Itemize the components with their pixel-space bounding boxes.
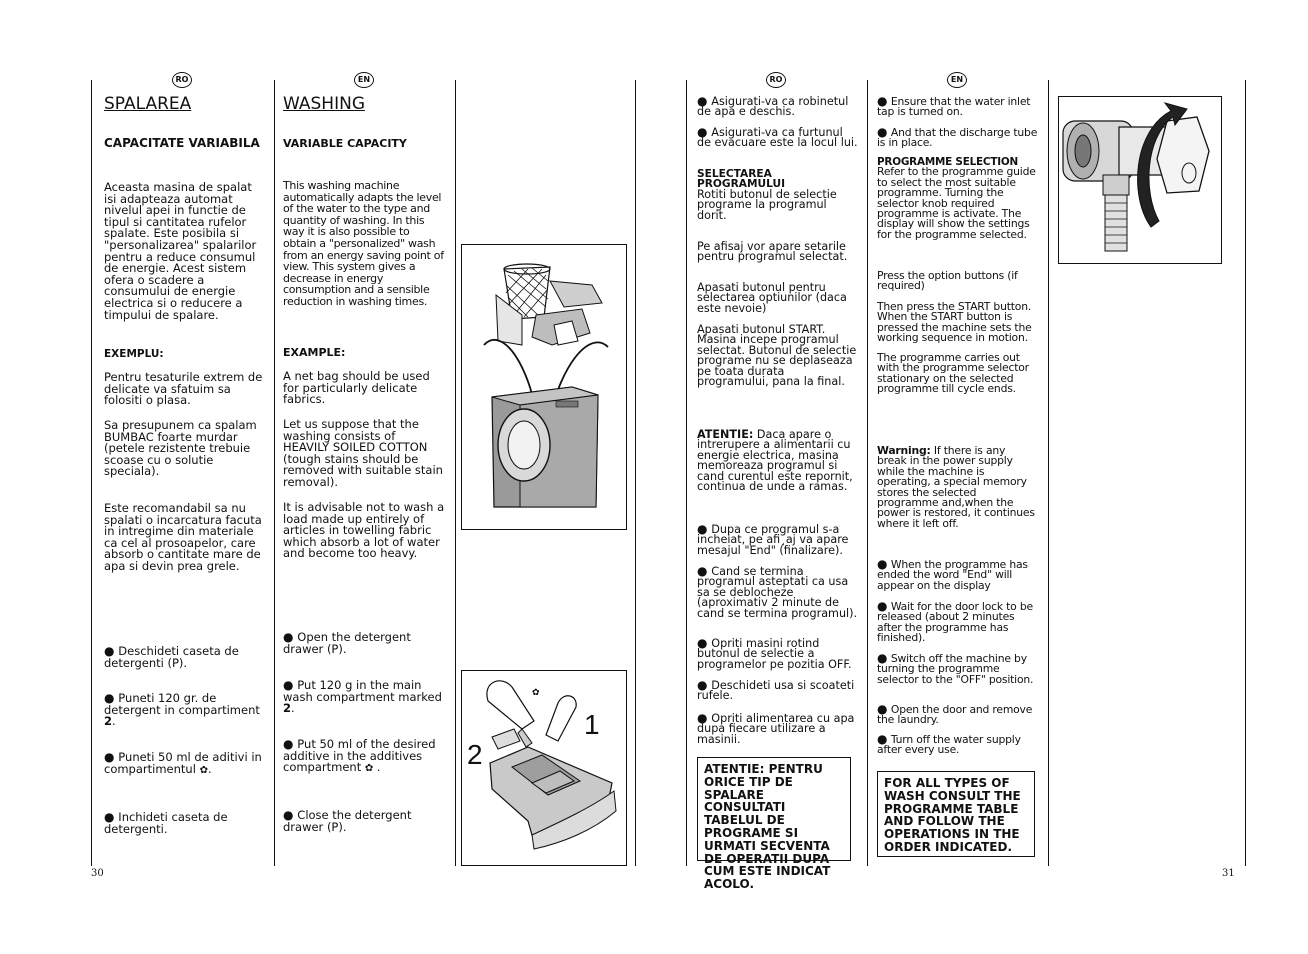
ro-flag-icon: RO (766, 72, 786, 88)
column-divider (635, 80, 636, 866)
step-1-en: ● Open the detergent drawer (P). (283, 630, 411, 656)
column-divider (867, 80, 868, 866)
step-2-en: ● Put 120 g in the main wash compartment marked 2. (283, 678, 442, 716)
intro-text-ro: Aceasta masina de spalat isi adapteaza automat nivelul apei in functie de tipul si cantitatea rufelor spalate. Este posibila si "personalizarea" spalarilor pentru a reduce consumul de energie. Acest sistem ofera o scadere a consumului de energie electrica si o reducere a timpului de spalare. (104, 180, 257, 322)
water-tap-illustration (1058, 96, 1222, 264)
options-text-ro: Apasati butonul pentru selectarea optiunilor (daca este nevoie) (697, 281, 847, 315)
end-2-en: ● Wait for the door lock to be released (about 2 minutes after the programme has finished). (877, 599, 1033, 645)
end-4-ro: ● Deschideti usa si scoateti rufele. (697, 678, 855, 703)
step-3-ro: ● Puneti 50 ml de aditivi in compartimentul ✿. (104, 750, 262, 776)
step-2-ro: ● Puneti 120 gr. de detergent in compartiment 2. (104, 691, 260, 729)
notice-box-en: FOR ALL TYPES OF WASH CONSULT THE PROGRAMME TABLE AND FOLLOW THE OPERATIONS IN THE ORDER INDICATED. (877, 771, 1035, 857)
detergent-drawer-icon (462, 671, 626, 865)
en-flag-icon: EN (947, 72, 967, 88)
notice-box-ro: ATENTIE: PENTRU ORICE TIP DE SPALARE CONSULTATI TABELUL DE PROGRAME SI URMATI SECVENTA DE OPERATII DUPA CUM ESTE INDICAT ACOLO. (697, 757, 851, 861)
end-1-ro: ● Dupa ce programul s-a incheiat, pe afi¸aj va apare mesajul "End" (finalizare). (697, 522, 849, 557)
column-divider (455, 80, 456, 866)
step-1-ro: ● Deschideti caseta de detergenti (P). (104, 644, 239, 670)
subtitle-ro: CAPACITATE VARIABILA (104, 136, 260, 150)
column-divider (274, 80, 275, 866)
example-3-en: It is advisable not to wash a load made up entirely of articles in towelling fabric which absorb a lot of water and become too heavy. (283, 500, 445, 561)
column-divider (91, 80, 92, 866)
check-tap-ro: ● Asigurati-va ca robinetul de apa e deschis. (697, 94, 849, 119)
section-title-en: WASHING (283, 94, 365, 114)
warning-ro: ATENTIE: Daca apare o intrerupere a alimentarii cu energie electrica, masina memoreaza programul si cand curentul este repornit, continua de unde a ramas. (697, 428, 853, 494)
example-label-ro: EXEMPLU: (104, 348, 164, 360)
laundry-machine-illustration (461, 244, 627, 530)
start-text-en: Then press the START button. When the START button is pressed the machine sets the working sequence in motion. (877, 300, 1032, 345)
check-hose-en: ● And that the discharge tube is in place. (877, 125, 1038, 150)
step-4-en: ● Close the detergent drawer (P). (283, 808, 412, 834)
column-divider (1048, 80, 1049, 866)
step-4-ro: ● Inchideti caseta de detergenti. (104, 810, 228, 836)
water-tap-icon (1059, 97, 1221, 263)
end-5-en: ● Turn off the water supply after every use. (877, 732, 1021, 757)
programme-selection-ro: SELECTAREA PROGRAMULUI Rotiti butonul de selectie programe la programul dorit. (697, 168, 837, 222)
display-text-ro: Pe afisaj vor apare setarile pentru programul selectat. (697, 240, 848, 264)
page-number-left: 30 (91, 868, 104, 879)
section-title-ro: SPALAREA (104, 94, 192, 114)
flower-icon: ✿ (199, 764, 208, 776)
check-tap-en: ● Ensure that the water inlet tap is turned on. (877, 94, 1031, 119)
flower-icon: ✿ (364, 763, 374, 775)
ro-flag-icon: RO (172, 72, 192, 88)
example-label-en: EXAMPLE: (283, 346, 346, 359)
example-1-en: A net bag should be used for particularly delicate fabrics. (283, 369, 430, 407)
options-text-en: Press the option buttons (if required) (877, 269, 1018, 293)
end-4-en: ● Open the door and remove the laundry. (877, 702, 1033, 727)
en-flag-icon: EN (354, 72, 374, 88)
check-hose-ro: ● Asigurati-va ca furtunul de evacuare este la locul lui. (697, 125, 858, 150)
subtitle-en: VARIABLE CAPACITY (283, 137, 407, 150)
step-3-en: ● Put 50 ml of the desired additive in the additives compartment ✿ . (283, 737, 436, 775)
intro-text-en: This washing machine automatically adapts the level of the water to the type and quantity of washing. In this way it is also possible to obtain a "personalized" wash from an energy saving point of view. This system gives a decrease in energy consumption and a sensible reduction in washing times. (283, 179, 444, 308)
example-2-ro: Sa presupunem ca spalam BUMBAC foarte murdar (petele rezistente trebuie scoase cu o solutie speciala). (104, 418, 257, 479)
start-text-ro: Apasati butonul START. Masina incepe programul selectat. Butonul de selectie programe nu se deplaseaza pe toata durata programului, pana la final. (697, 323, 857, 389)
end-2-ro: ● Cand se termina programul asteptati ca usa sa se deblocheze (aproximativ 2 minute de cand se termina programul). (697, 564, 858, 620)
example-1-ro: Pentru tesaturile extrem de delicate va sfatuim sa folositi o plasa. (104, 370, 263, 408)
carry-text-en: The programme carries out with the programme selector stationary on the selected programme till cycle ends. (877, 351, 1029, 396)
example-2-en: Let us suppose that the washing consists of HEAVILY SOILED COTTON (tough stains should be removed with suitable stain removal). (283, 417, 443, 489)
figure-label-one: 1 (584, 709, 600, 740)
end-1-en: ● When the programme has ended the word "End" will appear on the display (877, 557, 1028, 592)
washing-machine-icon (462, 245, 626, 529)
end-3-ro: ● Opriti masini rotind butonul de selectie a programelor pe pozitia OFF. (697, 636, 852, 671)
page-number-right: 31 (1222, 868, 1235, 879)
column-divider (686, 80, 687, 866)
column-divider (1245, 80, 1246, 866)
svg-text:✿: ✿ (532, 688, 540, 698)
detergent-drawer-illustration (461, 670, 627, 866)
end-5-ro: ● Opriti alimentarea cu apa dupa fiecare utilizare a masinii. (697, 711, 855, 746)
example-3-ro: Este recomandabil sa nu spalati o incarcatura facuta in intregime din materiale ca cel al prosoapelor, care absorb o cantitate mare de apa si devin prea grele. (104, 501, 262, 573)
warning-en: Warning: If there is any break in the power supply while the machine is operating, a special memory stores the selected programme and,when the power is restored, it continues where it left off. (877, 444, 1035, 530)
figure-label-two: 2 (467, 739, 483, 770)
programme-selection-en: PROGRAMME SELECTION Refer to the programme guide to select the most suitable programme. Turning the selector knob required programme is activate. The display will show the settings for the programme selected. (877, 156, 1036, 241)
end-3-en: ● Switch off the machine by turning the programme selector to the "OFF" position. (877, 651, 1034, 686)
